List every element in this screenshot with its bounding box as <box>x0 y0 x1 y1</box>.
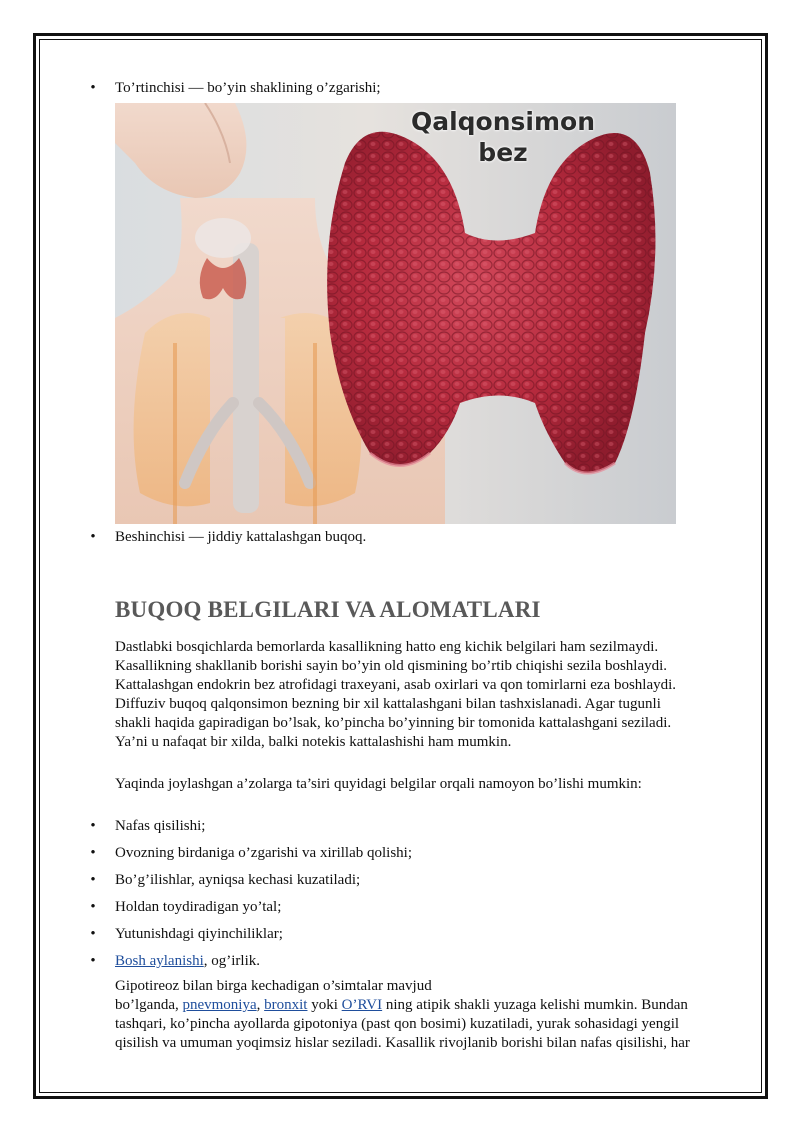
link-bosh-aylanishi[interactable]: Bosh aylanishi <box>115 953 204 969</box>
paragraph: Dastlabki bosqichlarda bemorlarda kasallikning hatto eng kichik belgilari ham sezilmaydi. Kasallikning shakllanib borishi sayin bo’yin old qismining bo’rtib chiqishi sezila boshlaydi. Kattalashgan endokrin bez atrofidagi traxeyani, asab oxirlari va qon tomirlarni eza boshlaydi. Diffuziv buqoq qalqonsimon bezning bir xil kattalashgani bilan tashxislanadi. Agar tugunli shakli haqida gapiradigan bo’lsak, ko’pincha bo’yinning bir tomonida kattalashgani seziladi. Ya’ni u nafaqat bir xilda, balki notekis kattalashishi ham mumkin. <box>115 639 677 750</box>
bullet-icon: • <box>90 818 96 834</box>
thyroid-illustration <box>115 103 676 524</box>
bullet-icon: • <box>90 529 96 545</box>
section-heading: BUQOQ BELGILARI VA ALOMATLARI <box>115 597 541 622</box>
bullet-icon: • <box>90 845 96 861</box>
document-page: • To’rtinchisi — bo’yin shaklining o’zgarishi; Qalqonsimon bez • Beshinchisi — jiddiy kattalashgan buqoq. BUQOQ BELGILARI VA ALOMATLARI Dastlabki bosqichlarda bemorlarda kasallikning hatto eng kichik belgilari ham sezilmaydi. Kasallikning shakllanib borishi sayin bo’yin old qismining bo’rtib chiqishi sezila boshlaydi. Kattalashgan endokrin bez atrofidagi traxeyani, asab oxirlari va qon tomirlarni eza boshlaydi. Diffuziv buqoq qalqonsimon bezning bir xil kattalashgani bilan tashxislanadi. Agar tugunli shakli haqida gapiradigan bo’lsak, ko’pincha bo’yinning bir tomonida kattalashgani seziladi. Ya’ni u nafaqat bir xilda, balki notekis kattalashishi ham mumkin. Yaqinda joylashgan a’zolarga ta’siri quyidagi belgilar orqali namoyon bo’lishi mumkin: • Nafas qisilishi; • Ovozning birdaniga o’zgarishi va xirillab qolishi; • Bo’g’ilishlar, ayniqsa kechasi kuzatiladi; • Holdan toydiradigan yo’tal; • Yutunishdagi qiyinchiliklar; • Bosh aylanishi, og’irlik. Gipotireoz bilan birga kechadigan o’simtalar mavjud bo’lganda, pnevmoniya, bronxit yoki O’RVI ning atipik shakli yuzaga kelishi mumkin. Bundan tashqari, ko’pincha ayollarda gipotoniya (past qon bosimi) kuzatiladi, yurak sohasidagi yengil qisilish va umuman yoqimsiz hislar seziladi. Kasallik rivojlanib borishi bilan nafas qisilishi, har <box>0 0 800 1131</box>
link-pnevmoniya[interactable]: pnevmoniya <box>182 997 257 1013</box>
bullet-icon: • <box>90 872 96 888</box>
bullet-icon: • <box>90 953 96 969</box>
bullet-icon: • <box>90 899 96 915</box>
paragraph: Gipotireoz bilan birga kechadigan o’simtalar mavjud bo’lganda, pnevmoniya, bronxit yoki O’RVI ning atipik shakli yuzaga kelishi mumkin. Bundan tashqari, ko’pincha ayollarda gipotoniya (past qon bosimi) kuzatiladi, yurak sohasidagi yengil qisilish va umuman yoqimsiz hislar seziladi. Kasallik rivojlanib borishi bilan nafas qisilishi, har <box>115 978 690 1051</box>
link-orvi[interactable]: O’RVI <box>341 997 383 1013</box>
bullet-icon: • <box>90 926 96 942</box>
link-bronxit[interactable]: bronxit <box>264 997 308 1013</box>
bullet-icon: • <box>90 80 96 96</box>
image-caption: Qalqonsimon bez <box>410 107 596 167</box>
paragraph: Yaqinda joylashgan a’zolarga ta’siri quyidagi belgilar orqali namoyon bo’lishi mumkin: <box>115 776 642 792</box>
